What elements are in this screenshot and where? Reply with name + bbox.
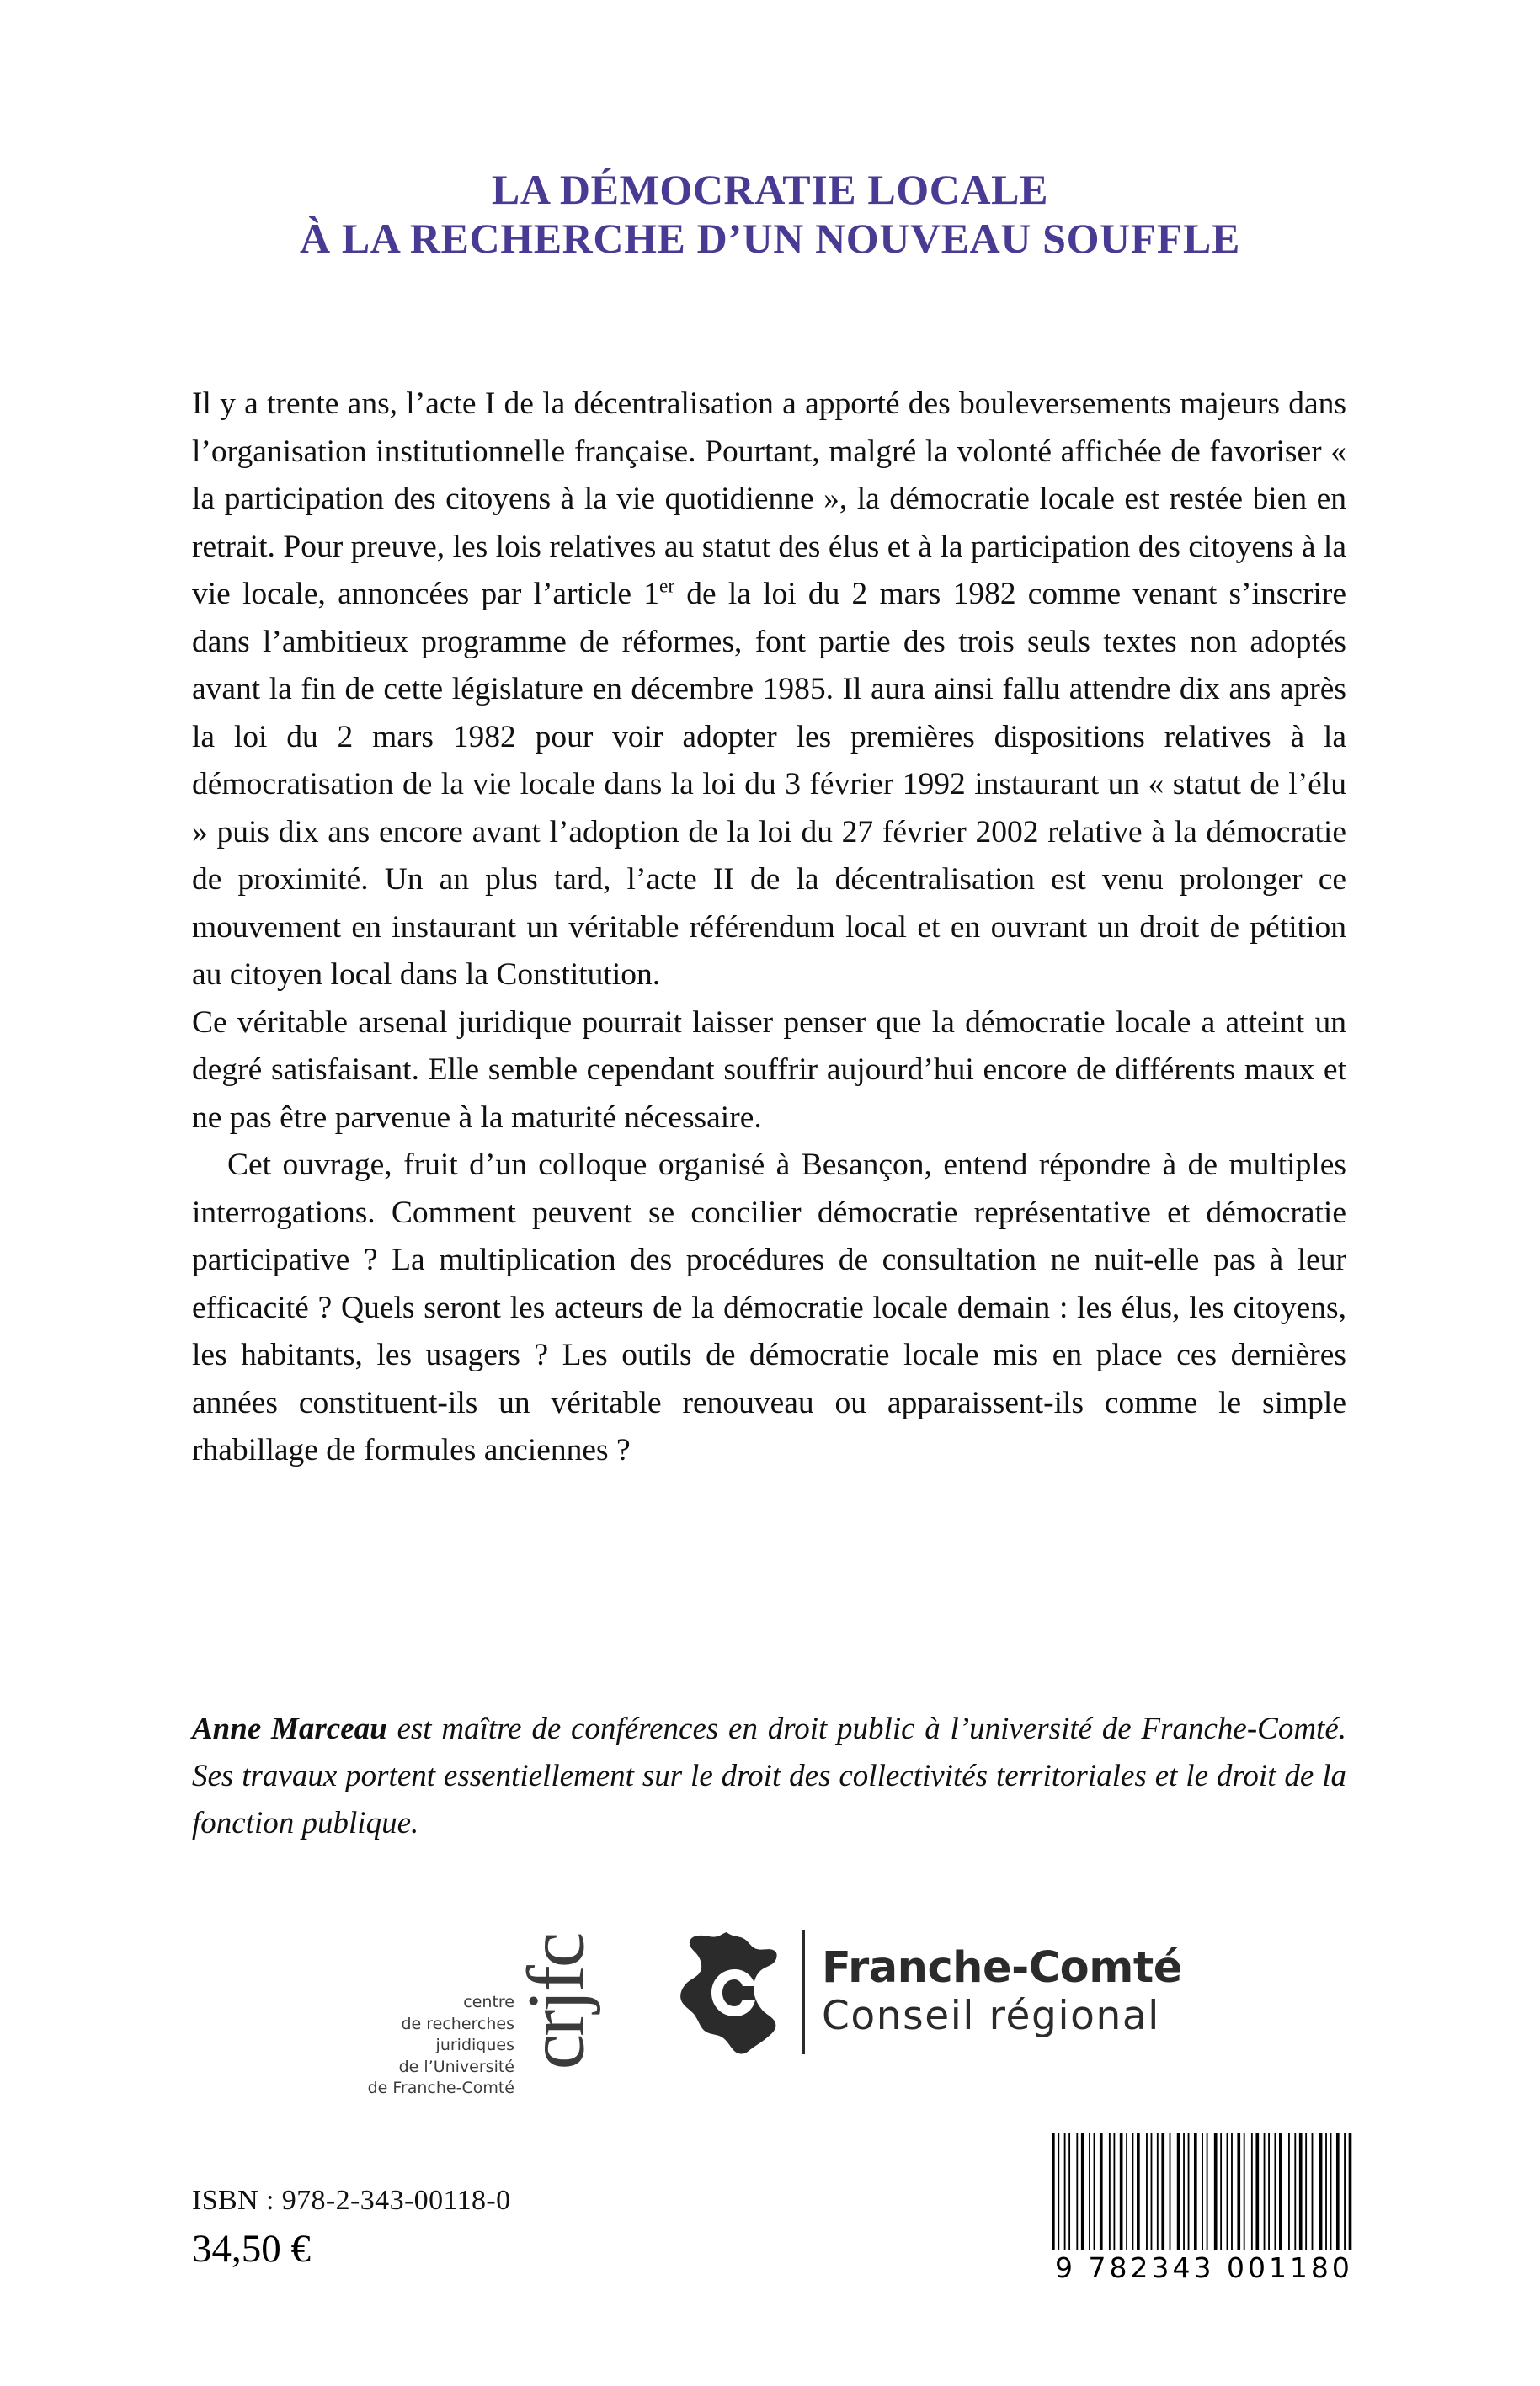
isbn-label: ISBN :	[192, 2185, 282, 2216]
franche-comte-logo	[674, 1918, 1182, 2066]
title-line-2: À LA RECHERCHE D’UN NOUVEAU SOUFFLE	[300, 215, 1240, 262]
crjfc-line-1: centre	[463, 1993, 514, 2011]
crjfc-monogram-icon	[510, 1903, 601, 2101]
crjfc-line-2: de recherches	[401, 2014, 514, 2033]
crjfc-line-3: juridiques	[435, 2036, 514, 2054]
barcode-bars-icon	[1052, 2133, 1355, 2250]
blurb-paragraph-3: Cet ouvrage, fruit d’un colloque organisé à Besançon, entend répondre à de multiples interrogations. Comment peuvent se concilier démocratie représentative et démocratie participative ? La multiplication des procédures de consultation ne nuit-elle pas à leur efficacité ? Quels seront les acteurs de la démocratie locale demain : les élus, les citoyens, les habitants, les usagers ? Les outils de démocratie locale mis en place ces dernières années constituent-ils un véritable renouveau ou apparaissent-ils comme le simple rhabillage de formules anciennes ?	[192, 1148, 1346, 1467]
author-bio-text: est maître de conférences en droit public à l’université de Franche-Comté. Ses travaux portent essentiellement sur le droit des collectivités territoriales et le droit de la fonction publique.	[192, 1712, 1346, 1840]
author-name: Anne Marceau	[192, 1712, 387, 1746]
crjfc-wordmark	[368, 1992, 514, 2100]
blurb-paragraph-1	[192, 381, 1346, 999]
barcode-digits: 9 782343 001180	[1055, 2251, 1353, 2284]
page-title	[0, 165, 1540, 263]
blurb-paragraph-1-part-1: Il y a trente ans, l’acte I de la décentralisation a apporté des bouleversements majeurs dans l’organisation institutionnelle française. Pourtant, malgré la volonté affichée de favoriser « la participation des citoyens à la vie quotidienne », la démocratie locale est restée bien en retrait. Pour preuve, les lois relatives au statut des élus et à la participation des citoyens à la vie locale, annoncées par l’article 1	[192, 386, 1346, 611]
barcode	[1052, 2133, 1355, 2284]
franche-comte-line-1: Franche-Comté	[822, 1943, 1182, 1993]
logo-divider	[802, 1930, 805, 2054]
crjfc-logo	[367, 1901, 601, 2103]
author-bio	[192, 1706, 1346, 1847]
crjfc-line-5: de Franche-Comté	[367, 2079, 514, 2097]
isbn-line	[192, 2182, 511, 2219]
title-line-1: LA DÉMOCRATIE LOCALE	[491, 166, 1049, 213]
blurb-text	[192, 381, 1346, 1475]
crjfc-line-4: de l’Université	[398, 2057, 514, 2076]
blurb-paragraph-1-part-2: de la loi du 2 mars 1982 comme venant s’inscrire dans l’ambitieux programme de réformes, font partie des trois seuls textes non adoptés avant la fin de cette législature en décembre 1985. Il aura ainsi fallu attendre dix ans après la loi du 2 mars 1982 pour voir adopter les premières dispositions relatives à la démocratisation de la vie locale dans la loi du 3 février 1992 instaurant un « statut de l’élu » puis dix ans encore avant l’adoption de la loi du 27 février 2002 relative à la démocratie de proximité. Un an plus tard, l’acte II de la décentralisation est venu prolonger ce mouvement en instaurant un véritable référendum local et en ouvrant un droit de pétition au citoyen local dans la Constitution.	[192, 577, 1346, 992]
crjfc-monogram-text: crjfc	[510, 1934, 601, 2070]
franche-comte-line-2: Conseil régional	[822, 1993, 1160, 2039]
author-bio-paragraph	[192, 1706, 1346, 1847]
blurb-paragraph-2: Ce véritable arsenal juridique pourrait laisser penser que la démocratie locale a atteint un degré satisfaisant. Elle semble cependant souffrir aujourd’hui encore de différents maux et ne pas être parvenue à la maturité nécessaire.	[192, 1004, 1346, 1135]
blurb-ordinal-superscript: er	[659, 575, 675, 598]
isbn-value: 978-2-343-00118-0	[281, 2185, 511, 2216]
franche-comte-wordmark	[822, 1944, 1182, 2040]
france-map-icon	[674, 1929, 791, 2055]
price-value: 34,50 €	[192, 2227, 311, 2271]
publication-info	[192, 2182, 511, 2273]
logo-row	[0, 1901, 1540, 2103]
